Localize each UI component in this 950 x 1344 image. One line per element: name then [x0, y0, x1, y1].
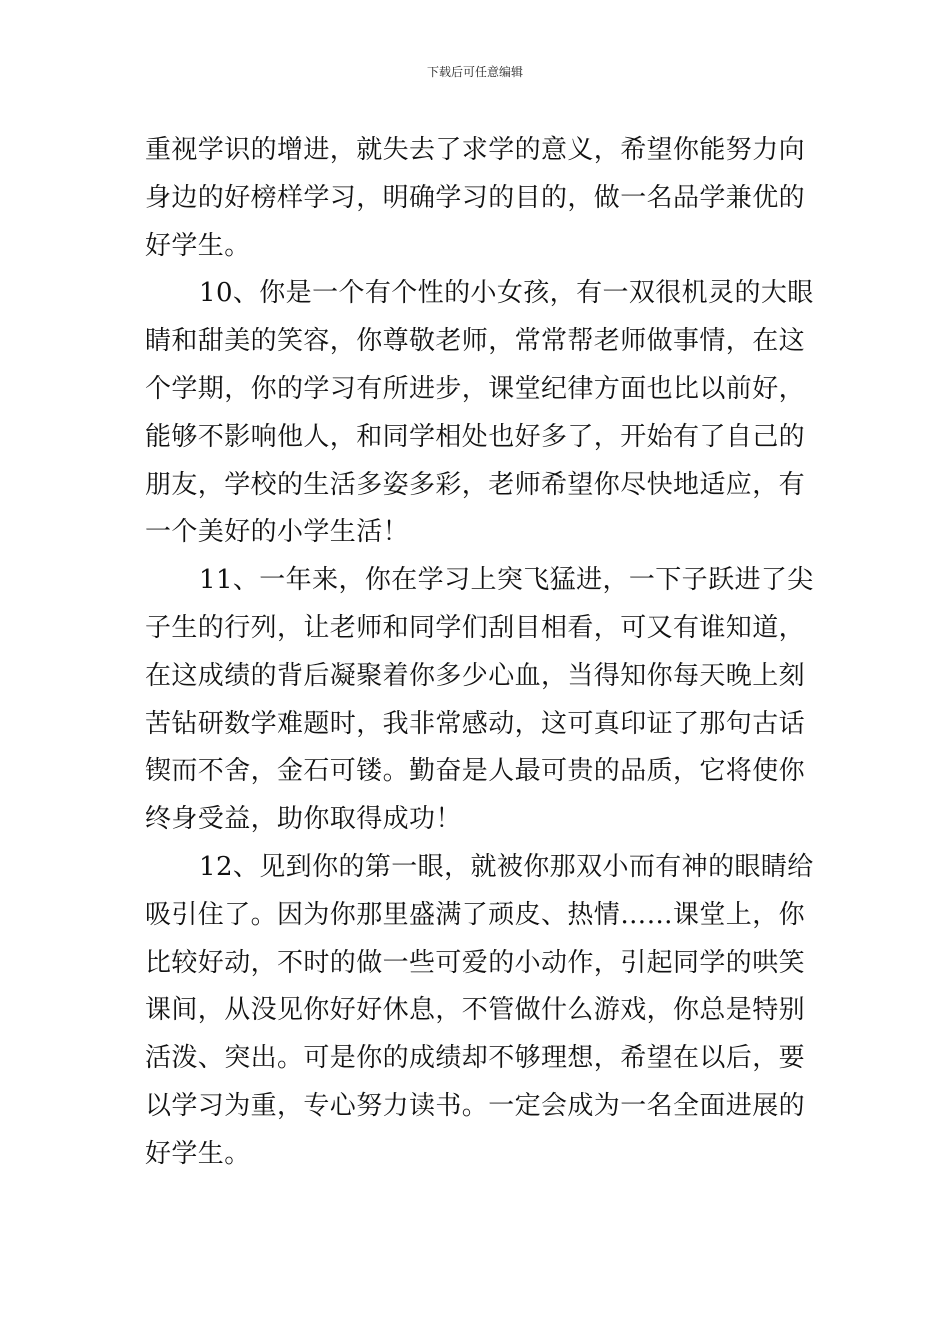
- document-body: [145, 127, 814, 1179]
- text-line: 吸引住了。因为你那里盛满了顽皮、热情……课堂上，你: [145, 899, 806, 930]
- text-line: 能够不影响他人，和同学相处也好多了，开始有了自己的: [145, 421, 806, 452]
- text-line: 活泼、突出。可是你的成绩却不够理想，希望在以后，要: [145, 1043, 806, 1074]
- text-line: 睛和甜美的笑容，你尊敬老师，常常帮老师做事情，在这: [145, 326, 806, 357]
- text-line: 重视学识的增进，就失去了求学的意义，希望你能努力向: [145, 135, 806, 165]
- text-line: 比较好动，不时的做一些可爱的小动作，引起同学的哄笑: [145, 947, 806, 978]
- page-header: 下载后可任意编辑: [426, 65, 523, 79]
- text-line: 锲而不舍，金石可镂。勤奋是人最可贵的品质，它将使你: [145, 756, 806, 787]
- text-line: 以学习为重，专心努力读书。一定会成为一名全面进展的: [145, 1090, 806, 1121]
- text-line: 好学生。: [145, 230, 251, 261]
- paragraph-start-line: 11、一年来，你在学习上突飞猛进，一下子跃进了尖: [199, 565, 814, 596]
- text-line: 终身受益，助你取得成功！: [145, 804, 462, 835]
- text-line: 一个美好的小学生活！: [145, 517, 410, 548]
- text-line: 好学生。: [145, 1138, 251, 1169]
- text-line: 苦钻研数学难题时，我非常感动，这可真印证了那句古话: [145, 708, 806, 739]
- text-line: 朋友，学校的生活多姿多彩，老师希望你尽快地适应，有: [145, 469, 806, 500]
- text-line: 子生的行列，让老师和同学们刮目相看，可又有谁知道，: [145, 612, 806, 643]
- text-line: 身边的好榜样学习，明确学习的目的，做一名品学兼优的: [145, 182, 806, 213]
- text-line: 课间，从没见你好好休息，不管做什么游戏，你总是特别: [145, 995, 806, 1026]
- paragraph-start-line: 10、你是一个有个性的小女孩，有一双很机灵的大眼: [199, 278, 814, 309]
- text-line: 个学期，你的学习有所进步，课堂纪律方面也比以前好，: [145, 373, 806, 404]
- text-line: 在这成绩的背后凝聚着你多少心血，当得知你每天晚上刻: [145, 660, 806, 691]
- paragraph-start-line: 12、见到你的第一眼，就被你那双小而有神的眼睛给: [199, 851, 814, 882]
